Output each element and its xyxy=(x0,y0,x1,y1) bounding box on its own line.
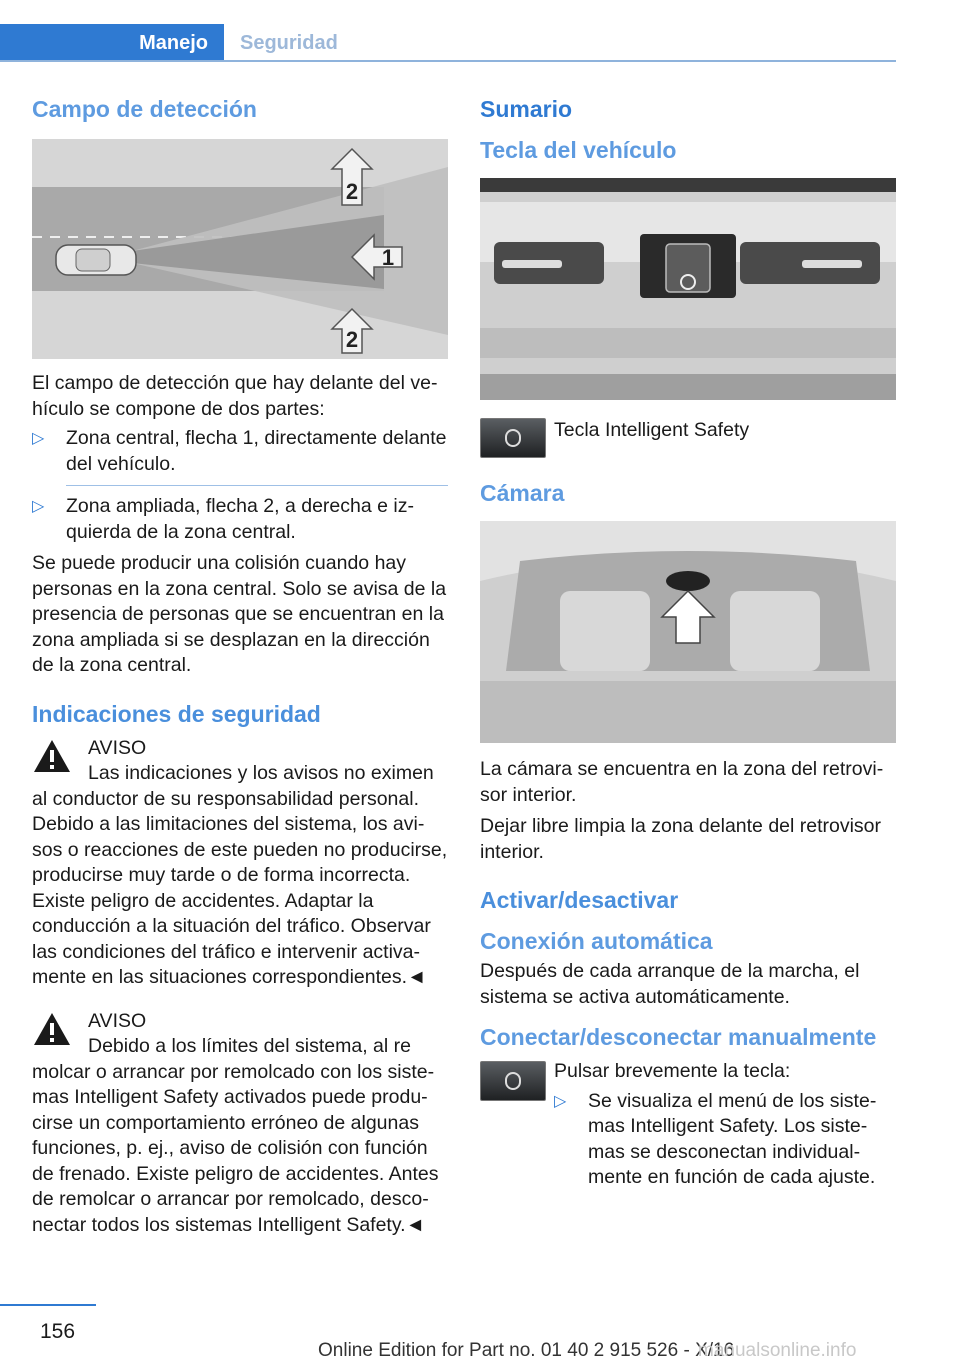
tecla-caption: Tecla Intelligent Safety xyxy=(554,419,750,441)
zones-list xyxy=(32,426,448,545)
heading-sumario: Sumario xyxy=(480,96,573,122)
page-footer xyxy=(0,1300,960,1362)
figure-label-2-bottom: 2 xyxy=(345,327,359,352)
heading-tecla-vehiculo: Tecla del vehículo xyxy=(480,137,677,163)
tab-manejo[interactable]: Manejo xyxy=(0,24,224,62)
heading-activar: Activar/desactivar xyxy=(480,887,679,913)
warning-text: al conductor de su responsabilidad personal. Debido a las limitaciones del sistema, los avisos o reacciones de este pueden no producirse, producirse muy tarde o de forma incorrecta. Existe peligro de accidentes. Adaptar la conducción a la situación del tráfico. Observar las condiciones del tráfico e intervenir activamente en las situaciones correspondientes.◄ xyxy=(32,787,448,988)
watermark: manualsonline.info xyxy=(698,1340,857,1361)
triangle-bullet-icon: ▷ xyxy=(32,430,45,447)
intelligent-safety-button-icon xyxy=(480,418,546,458)
header-bar xyxy=(0,0,896,62)
detection-field-figure xyxy=(32,139,448,359)
list-item: ▷ Zona central, flecha 1, directamente delante del vehículo. xyxy=(32,427,447,475)
list-separator xyxy=(32,485,448,486)
warning-triangle-icon xyxy=(32,738,72,774)
warning-first-line: Debido a los límites del sistema, al re xyxy=(88,1035,411,1057)
manual-paragraph: Pulsar brevemente la tecla: xyxy=(554,1060,791,1082)
heading-campo-deteccion: Campo de detección xyxy=(32,96,257,122)
warning-text: molcar o arrancar por remolcado con los sistemas Intelligent Safety activados puede producirse un comportamiento erróneo de algunas funciones, p. ej., aviso de colisión con función de frenado. Existe peligro de accidentes. Antes de remolcar o arrancar por remolcado, desconectar todos los sistemas Intelligent Safety.◄ xyxy=(32,1060,439,1236)
figure-label-2-top: 2 xyxy=(345,179,359,204)
conexion-paragraph: Después de cada arranque de la marcha, el sistema se activa automáticamente. xyxy=(480,960,860,1008)
edition-text: Online Edition for Part no. 01 40 2 915 526 - X/16 xyxy=(318,1340,735,1361)
vehicle-button-photo xyxy=(480,178,896,400)
warning-block-1 xyxy=(32,736,448,991)
campo-paragraph: Se puede producir una colisión cuando hay personas en la zona central. Solo se avisa de la presencia de personas que se encuentran en la zona ampliada si se desplazan en la dirección de la zona central. xyxy=(32,552,447,676)
left-column xyxy=(32,96,448,1238)
figure-label-1: 1 xyxy=(381,245,395,270)
list-item: ▷ Zona ampliada, flecha 2, a derecha e izquierda de la zona central. xyxy=(32,495,414,543)
right-column xyxy=(480,96,896,1191)
heading-conexion-automatica: Conexión automática xyxy=(480,928,713,954)
header-divider xyxy=(0,60,896,62)
tecla-row xyxy=(480,418,896,462)
warning-title: AVISO xyxy=(88,736,147,759)
heading-camara: Cámara xyxy=(480,480,565,506)
heading-manual: Conectar/desconectar manualmente xyxy=(480,1024,877,1050)
manual-list xyxy=(554,1089,896,1191)
warning-first-line: Las indicaciones y los avisos no eximen xyxy=(88,762,434,784)
tab-seguridad[interactable]: Seguridad xyxy=(240,31,338,54)
heading-indicaciones: Indicaciones de seguridad xyxy=(32,700,321,727)
triangle-bullet-icon: ▷ xyxy=(554,1092,567,1110)
page-number: 156 xyxy=(40,1320,76,1343)
manual-block xyxy=(480,1059,896,1191)
warning-triangle-icon xyxy=(32,1011,72,1047)
camara-paragraph-2: Dejar libre limpia la zona delante del retrovisor interior. xyxy=(480,815,882,863)
list-item: ▷ Se visualiza el menú de los sistemas Intelligent Safety. Los sistemas se desconectan individualmente en función de cada ajuste. xyxy=(554,1089,877,1188)
warning-title: AVISO xyxy=(88,1009,147,1032)
campo-intro: El campo de detección que hay delante del vehículo se compone de dos partes: xyxy=(32,372,438,420)
car-icon xyxy=(56,245,136,275)
warning-block-2 xyxy=(32,1009,448,1239)
footer-accent-line xyxy=(0,1304,96,1306)
camara-paragraph-1: La cámara se encuentra en la zona del retrovisor interior. xyxy=(480,758,884,806)
camera-photo xyxy=(480,521,896,743)
triangle-bullet-icon: ▷ xyxy=(32,498,45,515)
intelligent-safety-button-icon xyxy=(480,1061,546,1101)
